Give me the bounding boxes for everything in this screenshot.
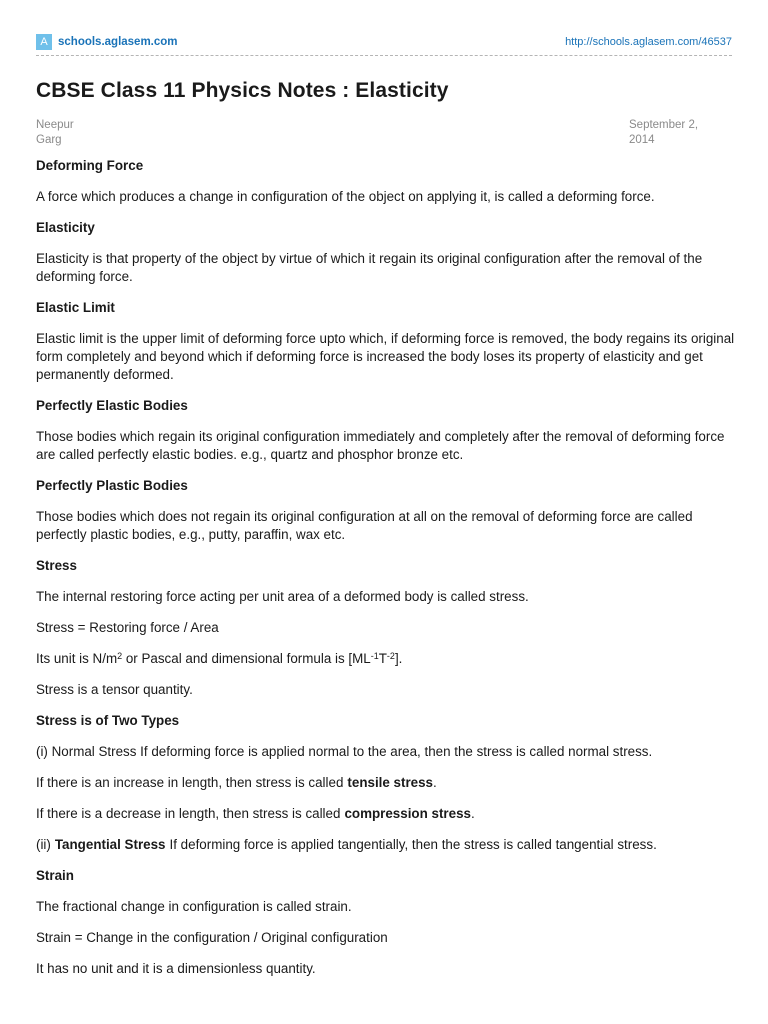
unit-text-4: ].: [394, 651, 403, 666]
para-strain-definition: The fractional change in configuration is called strain.: [36, 899, 352, 914]
para-deforming-force: A force which produces a change in configuration of the object on applying it, is called a deforming force.: [36, 189, 655, 204]
page-url-link[interactable]: http://schools.aglasem.com/46537: [565, 36, 732, 48]
para-strain-unit: It has no unit and it is a dimensionless quantity.: [36, 961, 316, 976]
heading-two-types: Stress is of Two Types: [36, 713, 180, 728]
page-header: [36, 32, 732, 52]
author-line-1: Neepur: [36, 119, 74, 131]
heading-elastic-limit: Elastic Limit: [36, 300, 115, 315]
heading-strain: Strain: [36, 868, 74, 883]
tangential-prefix: (ii): [36, 837, 51, 852]
date-line-2: 2014: [629, 134, 655, 146]
tensile-term: tensile stress: [347, 775, 434, 790]
para-strain-formula: Strain = Change in the configuration / Original configuration: [36, 930, 388, 945]
site-name-link[interactable]: schools.aglasem.com: [58, 36, 178, 48]
unit-text-3: T: [378, 651, 387, 666]
compression-term: compression stress: [344, 806, 471, 821]
tensile-prefix: If there is an increase in length, then stress is called: [36, 775, 344, 790]
para-tangential-stress: [36, 836, 738, 854]
heading-elasticity: Elasticity: [36, 220, 95, 235]
para-normal-stress: (i) Normal Stress If deforming force is applied normal to the area, then the stress is called normal stress.: [36, 744, 653, 759]
para-stress-unit: [36, 650, 738, 668]
heading-perfectly-plastic: Perfectly Plastic Bodies: [36, 478, 188, 493]
unit-text-1: Its unit is N/m: [36, 651, 118, 666]
compression-suffix: .: [470, 806, 475, 821]
header-divider: [36, 55, 732, 56]
site-logo-icon: A: [36, 34, 52, 50]
site-brand[interactable]: [36, 34, 178, 50]
tangential-suffix: If deforming force is applied tangentially, then the stress is called tangential stress.: [169, 837, 657, 852]
article-body: [36, 157, 738, 991]
heading-deforming-force: Deforming Force: [36, 158, 144, 173]
heading-perfectly-elastic: Perfectly Elastic Bodies: [36, 398, 188, 413]
article-author: [36, 118, 96, 148]
tangential-term: Tangential Stress: [54, 837, 166, 852]
para-tensile-stress: [36, 774, 738, 792]
unit-text-2: or Pascal and dimensional formula is [ML: [122, 651, 371, 666]
tensile-suffix: .: [433, 775, 437, 790]
article-date: [629, 118, 739, 148]
para-stress-definition: The internal restoring force acting per unit area of a deformed body is called stress.: [36, 589, 529, 604]
para-stress-formula: Stress = Restoring force / Area: [36, 620, 219, 635]
para-elastic-limit: Elastic limit is the upper limit of deforming force upto which, if deforming force is removed, the body regains its original form completely and beyond which if deforming force is increased the body loses its property of elasticity and get permanently deformed.: [36, 331, 735, 382]
article-title: CBSE Class 11 Physics Notes : Elasticity: [36, 79, 449, 102]
unit-sup-1: 2: [117, 651, 123, 661]
para-perfectly-plastic: Those bodies which does not regain its original configuration at all on the removal of deforming force are called perfectly plastic bodies, e.g., putty, paraffin, wax etc.: [36, 509, 693, 542]
compression-prefix: If there is a decrease in length, then stress is called: [36, 806, 341, 821]
date-line-1: September 2,: [629, 119, 699, 131]
author-line-2: Garg: [36, 134, 62, 146]
unit-sup-2: -1: [370, 651, 379, 661]
para-elasticity: Elasticity is that property of the object by virtue of which it regain its original configuration after the removal of the deforming force.: [36, 251, 703, 284]
unit-sup-3: -2: [386, 651, 395, 661]
para-stress-tensor: Stress is a tensor quantity.: [36, 682, 193, 697]
heading-stress: Stress: [36, 558, 77, 573]
para-compression-stress: [36, 805, 738, 823]
para-perfectly-elastic: Those bodies which regain its original configuration immediately and completely after the removal of deforming force are called perfectly elastic bodies. e.g., quartz and phosphor bronze etc.: [36, 429, 725, 462]
